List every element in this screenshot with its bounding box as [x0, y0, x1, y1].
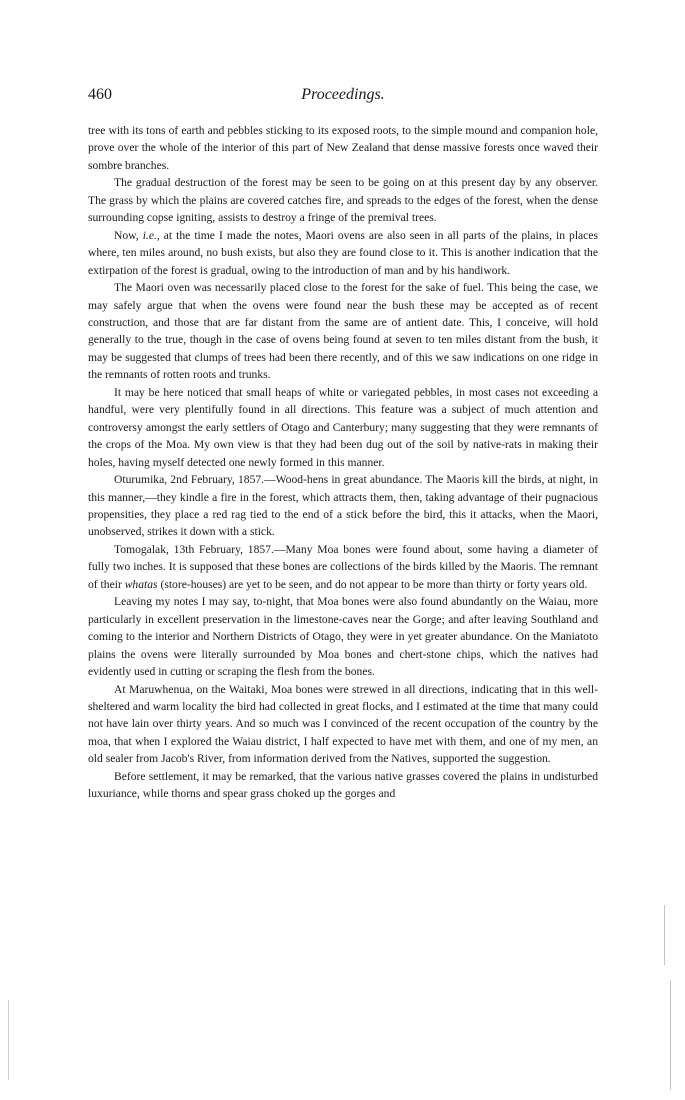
italic-term: whatas — [124, 577, 158, 591]
scan-artifact — [8, 1000, 9, 1080]
paragraph: The Maori oven was necessarily placed close to the forest for the sake of fuel. This being the case, we may safely argue that when the ovens were found near the bush these may be accepted as of recent construction, and those that are far distant from the same are of antient date. This, I conceive, will hold generally to the true, though in the case of ovens being found at seven to ten miles distant from the bush, it may be suggested that clumps of trees had been there recently, and of this we saw indications on one ridge in the remnants of rotten roots and trunks. — [88, 281, 598, 382]
page-header — [88, 86, 598, 110]
body-text — [88, 122, 598, 803]
paragraph: Now, i.e., at the time I made the notes, Maori ovens are also seen in all parts of the plains, in places where, ten miles around, no bush exists, but also they are found close to it. This is another indication that the extirpation of the forest is gradual, owing to the introduction of man and by his handiwork. — [88, 228, 598, 277]
paragraph: Tomogalak, 13th February, 1857.—Many Moa bones were found about, some having a diameter of fully two inches. It is supposed that these bones are collections of the birds killed by the Maoris. The remnant of their whatas (store-houses) are yet to be seen, and do not appear to be more than thirty or forty years old. — [88, 542, 598, 591]
paragraph: Leaving my notes I may say, to-night, that Moa bones were also found abundantly on the Waiau, more particularly in excellent preservation in the limestone-caves near the Gorge; and after leaving Southland and coming to the interior and Northern Districts of Otago, they were in yet greater abundance. On the Maniatoto plains the ovens were literally surrounded by Moa bones and chert-stone chips, which the natives had evidently used in cutting or scraping the flesh from the bones. — [88, 595, 598, 679]
paragraph: Oturumika, 2nd February, 1857.—Wood-hens in great abundance. The Maoris kill the birds, at night, in this manner,—they kindle a fire in the forest, which attracts them, then, taking advantage of their pugnacious propensities, they place a red rag tied to the end of a stick before the bird, this it attacks, when the Maori, unobserved, strikes it down with a stick. — [88, 473, 598, 539]
scan-artifact — [670, 980, 671, 1090]
paragraph: Before settlement, it may be remarked, that the various native grasses covered the plains in undisturbed luxuriance, while thorns and spear grass choked up the gorges and — [88, 769, 598, 801]
paragraph: At Maruwhenua, on the Waitaki, Moa bones were strewed in all directions, indicating that in this well-sheltered and warm locality the bird had collected in great flocks, and I estimated at the time that many could not have lain over thirty years. And so much was I convinced of the recent occupation of the country by the moa, that when I explored the Waiau district, I half expected to have met with them, and one of my men, an old sealer from Jacob's River, from information derived from the Natives, supported the suggestion. — [88, 682, 598, 766]
paragraph: tree with its tons of earth and pebbles sticking to its exposed roots, to the simple mound and companion hole, prove over the whole of the interior of this part of New Zealand that dense massive forests once waved their sombre branches. — [88, 124, 598, 172]
scan-artifact — [664, 905, 665, 965]
paragraph: The gradual destruction of the forest may be seen to be going on at this present day by any observer. The grass by which the plains are covered catches fire, and spreads to the edges of the forest, when the dense surrounding copse igniting, assists to destroy a fringe of the premival trees. — [88, 176, 598, 225]
italic-term: i.e., — [142, 228, 160, 242]
page-number: 460 — [88, 86, 112, 103]
paragraph: It may be here noticed that small heaps of white or variegated pebbles, in most cases not exceeding a handful, were very plentifully found in all directions. This feature was a subject of much attention and controversy amongst the early settlers of Otago and Canterbury; many suggesting that they were remnants of the crops of the Moa. My own view is that they had been dug out of the soil by native-rats in making their holes, having myself detected one newly formed in this manner. — [88, 385, 598, 469]
running-head: Proceedings. — [301, 86, 385, 103]
